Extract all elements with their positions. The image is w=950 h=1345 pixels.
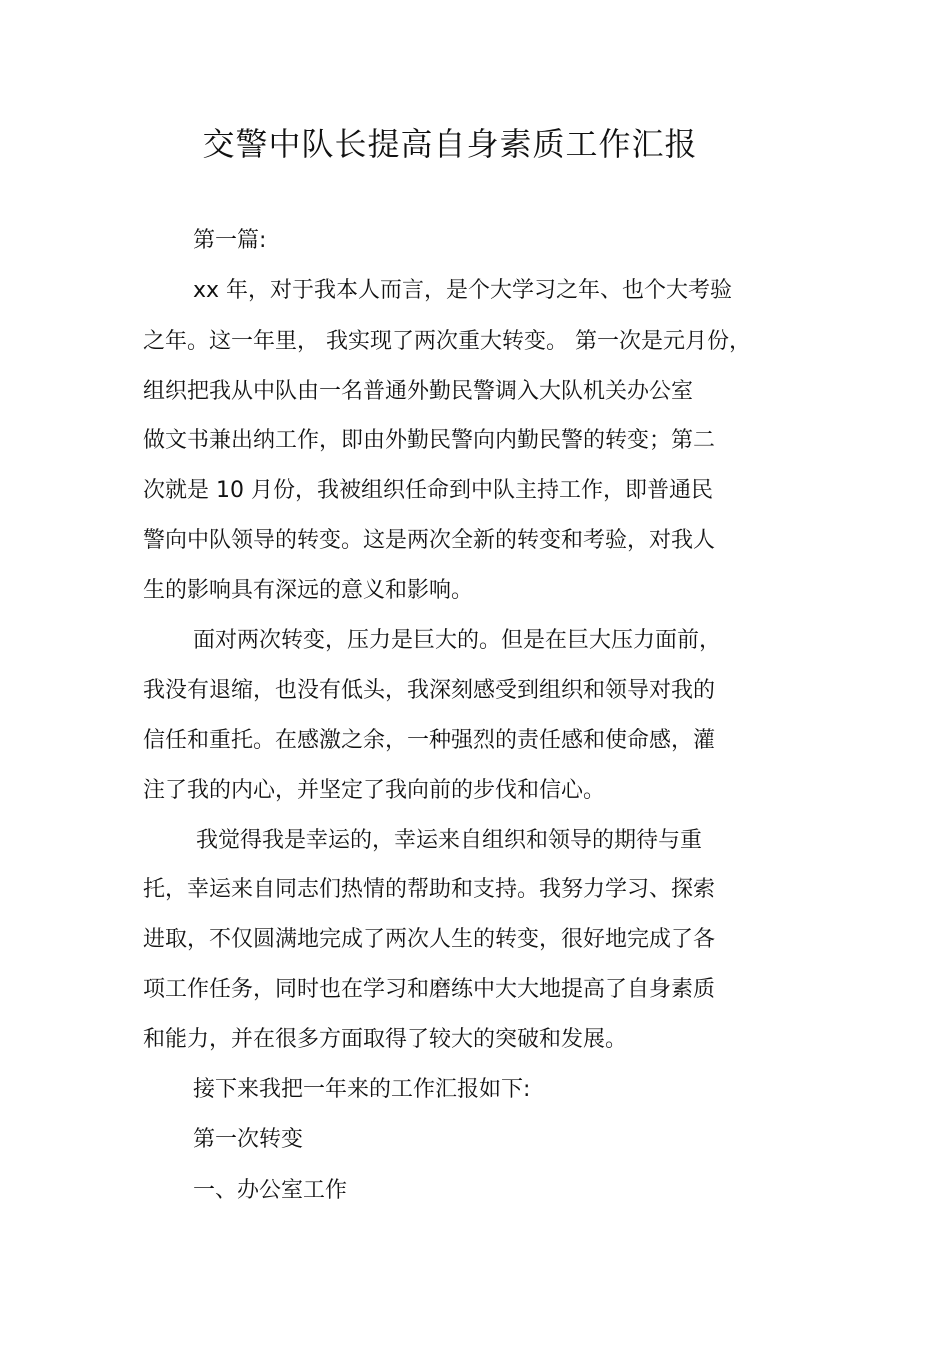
subheading-first-transition: 第一次转变	[193, 1127, 304, 1152]
paragraph-3-line-3: 进取，不仅圆满地完成了两次人生的转变，很好地完成了各	[143, 927, 716, 952]
section-heading-part-one: 第一篇:	[193, 228, 267, 253]
paragraph-3-line-4: 项工作任务，同时也在学习和磨练中大大地提高了自身素质	[143, 977, 716, 1002]
paragraph-1-line-2: 之年。这一年里， 我实现了两次重大转变。 第一次是元月份，	[143, 329, 751, 354]
paragraph-1-line-1: xx 年，对于我本人而言，是个大学习之年、也个大考验	[193, 278, 733, 303]
paragraph-2-line-3: 信任和重托。在感激之余，一种强烈的责任感和使命感，灌	[143, 728, 716, 753]
paragraph-2-line-4: 注了我的内心，并坚定了我向前的步伐和信心。	[143, 778, 606, 803]
paragraph-2-line-2: 我没有退缩，也没有低头，我深刻感受到组织和领导对我的	[143, 678, 716, 703]
paragraph-3-line-5: 和能力，并在很多方面取得了较大的突破和发展。	[143, 1027, 628, 1052]
paragraph-2-line-1: 面对两次转变，压力是巨大的。但是在巨大压力面前，	[193, 628, 722, 653]
paragraph-1-line-6: 警向中队领导的转变。这是两次全新的转变和考验，对我人	[143, 528, 716, 553]
paragraph-4-line-1: 接下来我把一年来的工作汇报如下:	[193, 1077, 531, 1102]
paragraph-1-line-3: 组织把我从中队由一名普通外勤民警调入大队机关办公室	[143, 379, 694, 404]
paragraph-1-line-5: 次就是 10 月份，我被组织任命到中队主持工作，即普通民	[143, 478, 713, 503]
paragraph-1-line-7: 生的影响具有深远的意义和影响。	[143, 578, 474, 603]
document-title: 交警中队长提高自身素质工作汇报	[202, 125, 698, 163]
subheading-office-work: 一、办公室工作	[193, 1178, 348, 1203]
paragraph-3-line-2: 托，幸运来自同志们热情的帮助和支持。我努力学习、探索	[143, 877, 716, 902]
paragraph-3-line-1: 我觉得我是幸运的，幸运来自组织和领导的期待与重	[196, 828, 703, 853]
paragraph-1-line-4: 做文书兼出纳工作，即由外勤民警向内勤民警的转变；第二	[143, 428, 716, 453]
